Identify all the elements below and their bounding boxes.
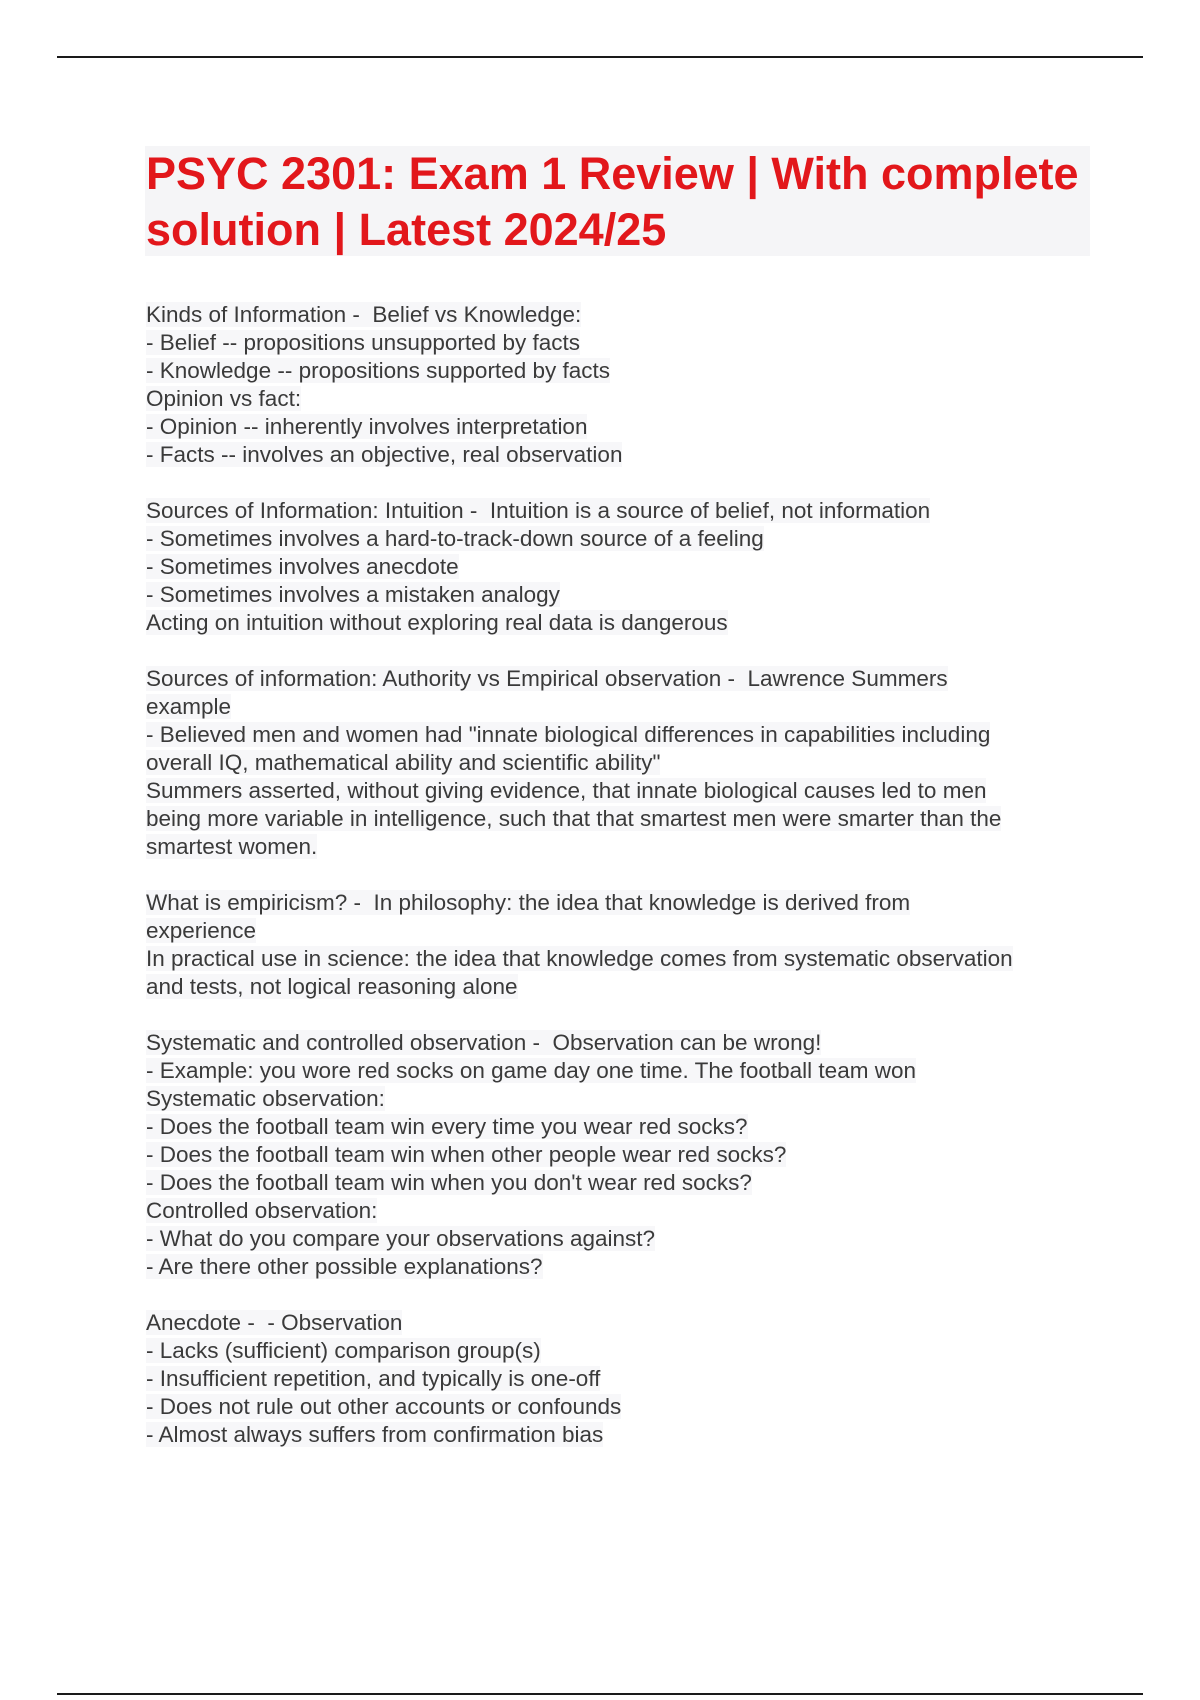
footer-rule xyxy=(57,1693,1143,1695)
text-line: example xyxy=(146,694,232,719)
text-line: - Does the football team win when you don't wear red socks? xyxy=(146,1170,752,1195)
text-line: Anecdote - - Observation xyxy=(146,1310,403,1335)
text-line: being more variable in intelligence, such that that smartest men were smarter than the xyxy=(146,806,1002,831)
text-line: Acting on intuition without exploring real data is dangerous xyxy=(146,610,728,635)
text-line: - Opinion -- inherently involves interpretation xyxy=(146,414,588,439)
text-line: - Belief -- propositions unsupported by facts xyxy=(146,330,580,355)
text-line: - Believed men and women had "innate biological differences in capabilities including xyxy=(146,722,991,747)
qa-item xyxy=(146,665,1086,861)
text-line: overall IQ, mathematical ability and scientific ability" xyxy=(146,750,661,775)
text-line: - Facts -- involves an objective, real observation xyxy=(146,442,623,467)
document-title: PSYC 2301: Exam 1 Review | With complete solution | Latest 2024/25 xyxy=(146,148,1079,255)
header-rule xyxy=(57,56,1143,58)
text-line: - Lacks (sufficient) comparison group(s) xyxy=(146,1338,541,1363)
text-line: - Almost always suffers from confirmation bias xyxy=(146,1422,604,1447)
text-line: - Does not rule out other accounts or confounds xyxy=(146,1394,622,1419)
text-line: - Are there other possible explanations? xyxy=(146,1254,543,1279)
text-line: In practical use in science: the idea that knowledge comes from systematic observation xyxy=(146,946,1013,971)
text-line: experience xyxy=(146,918,257,943)
text-line: Summers asserted, without giving evidence, that innate biological causes led to men xyxy=(146,778,987,803)
qa-item xyxy=(146,1309,1086,1449)
text-line: smartest women. xyxy=(146,834,318,859)
text-line: Systematic observation: xyxy=(146,1086,385,1111)
text-line: - Does the football team win when other people wear red socks? xyxy=(146,1142,787,1167)
qa-item xyxy=(146,497,1086,637)
text-line: - Sometimes involves a mistaken analogy xyxy=(146,582,560,607)
text-line: What is empiricism? - In philosophy: the idea that knowledge is derived from xyxy=(146,890,911,915)
text-line: - Sometimes involves anecdote xyxy=(146,554,459,579)
text-line: - Insufficient repetition, and typically is one-off xyxy=(146,1366,601,1391)
qa-item xyxy=(146,1029,1086,1281)
text-line: and tests, not logical reasoning alone xyxy=(146,974,518,999)
text-line: Kinds of Information - Belief vs Knowledge: xyxy=(146,302,582,327)
text-line: - What do you compare your observations against? xyxy=(146,1226,656,1251)
text-line: - Sometimes involves a hard-to-track-down source of a feeling xyxy=(146,526,764,551)
text-line: Controlled observation: xyxy=(146,1198,378,1223)
text-line: - Does the football team win every time you wear red socks? xyxy=(146,1114,748,1139)
text-line: Sources of information: Authority vs Empirical observation - Lawrence Summers xyxy=(146,666,948,691)
text-line: - Knowledge -- propositions supported by facts xyxy=(146,358,610,383)
text-line: Systematic and controlled observation - Observation can be wrong! xyxy=(146,1030,822,1055)
document-body xyxy=(146,301,1086,1477)
text-line: Sources of Information: Intuition - Intuition is a source of belief, not information xyxy=(146,498,931,523)
text-line: Opinion vs fact: xyxy=(146,386,302,411)
qa-item xyxy=(146,301,1086,469)
qa-item xyxy=(146,889,1086,1001)
text-line: - Example: you wore red socks on game day one time. The football team won xyxy=(146,1058,916,1083)
